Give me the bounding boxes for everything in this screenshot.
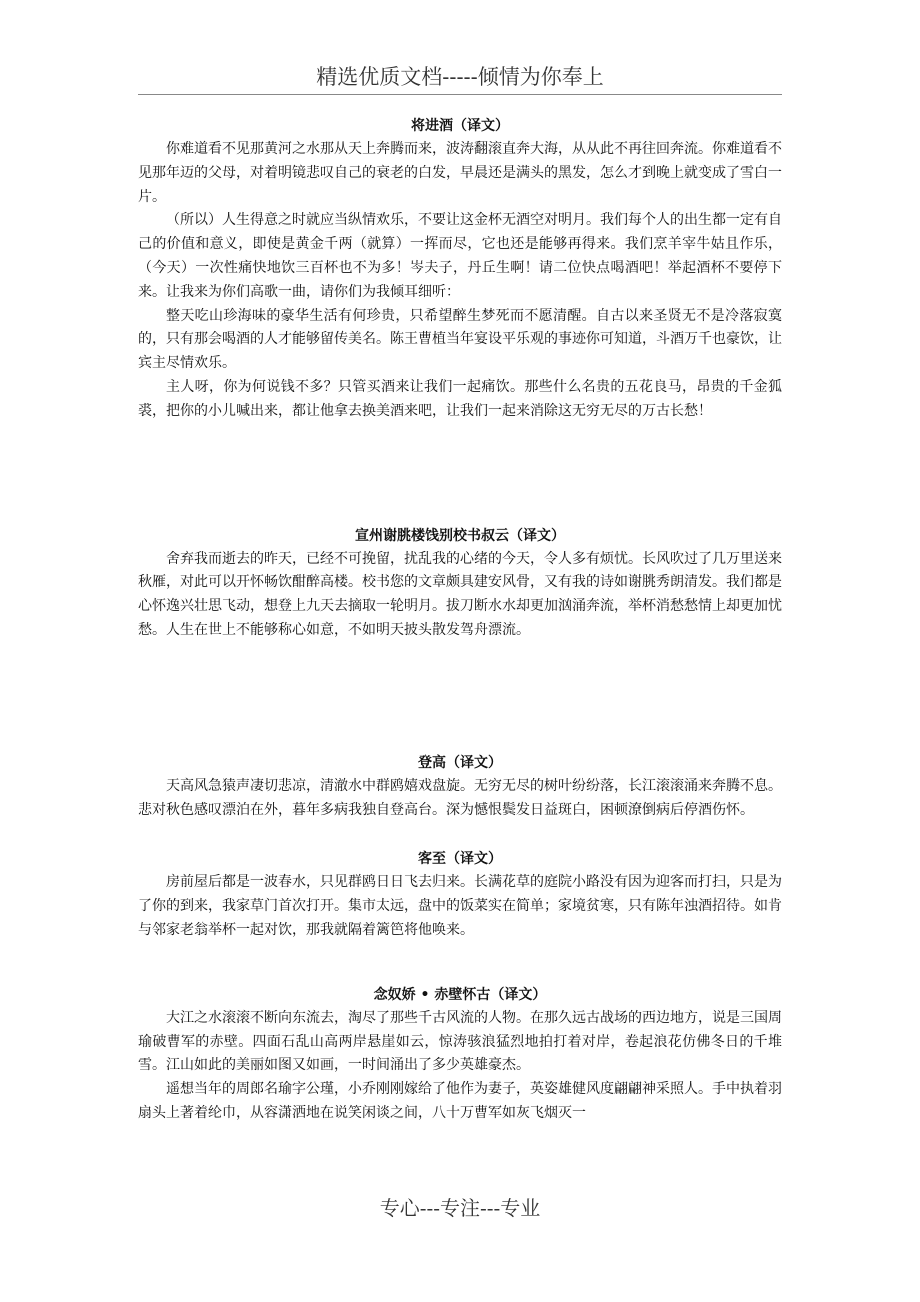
paragraph: 整天吃山珍海味的豪华生活有何珍贵，只希望醉生梦死而不愿清醒。自古以来圣贤无不是冷落寂寞的，只有那会喝酒的人才能够留传美名。陈王曹植当年宴设平乐观的事迹你可知道，斗酒万千也豪饮，让宾主尽情欢乐。 — [138, 307, 782, 372]
spacer — [138, 643, 782, 747]
paragraph: 主人呀，你为何说钱不多？只管买酒来让我们一起痛饮。那些什么名贵的五花良马，昂贵的千金狐裘，把你的小儿喊出来，都让他拿去换美酒来吧，让我们一起来消除这无穷无尽的万古长愁！ — [138, 378, 782, 419]
paragraph: 舍弃我而逝去的昨天，已经不可挽留，扰乱我的心绪的今天，令人多有烦忧。长风吹过了几万里送来秋雁，对此可以开怀畅饮酣醉高楼。校书您的文章颇具建安风骨，又有我的诗如谢朓秀朗清发。我们都是心怀逸兴壮思飞动，想登上九天去摘取一轮明月。拔刀断水水却更加汹涌奔流，举杯消愁愁情上却更加忧愁。人生在世上不能够称心如意，不如明天披头散发驾舟漂流。 — [138, 550, 782, 638]
page-footer: 专心---专注---专业 — [379, 1196, 541, 1220]
spacer — [138, 943, 782, 979]
spacer — [138, 822, 782, 843]
paragraph: 你难道看不见那黄河之水那从天上奔腾而来，波涛翻滚直奔大海，从从此不再往回奔流。你难道看不见那年迈的父母，对着明镜悲叹自己的衰老的白发，早晨还是满头的黑发，怎么才到晚上就变成了雪白一片。 — [138, 141, 782, 205]
section-title: 登高（译文） — [418, 754, 502, 771]
section-title: 客至（译文） — [418, 851, 502, 868]
paragraph: 大江之水滚滚不断向东流去，淘尽了那些千古风流的人物。在那久远古战场的西边地方，说是三国周瑜破曹军的赤壁。四面石乱山高两岸悬崖如云，惊涛骇浪猛烈地拍打着对岸，卷起浪花仿佛冬日的千堆雪。江山如此的美丽如图又如画，一时间涌出了多少英雄豪杰。 — [138, 1009, 782, 1074]
section-denggao — [138, 751, 782, 823]
section-kezhi — [138, 847, 782, 942]
page-header: 精选优质文档-----倾情为你奉上 — [138, 62, 782, 95]
section-xuanzhou — [138, 524, 782, 643]
paragraph: 房前屋后都是一波春水，只见群鸥日日飞去归来。长满花草的庭院小路没有因为迎客而打扫，只是为了你的到来，我家草门首次打开。集市太远，盘中的饭菜实在简单；家境贫寒，只有陈年浊酒招待。如肯与邻家老翁举杯一起对饮，那我就隔着篱笆将他唤来。 — [138, 874, 782, 938]
section-jiangjinjiu — [138, 114, 782, 424]
section-title: 宣州谢朓楼饯别校书叔云（译文） — [355, 527, 565, 544]
paragraph: 天高风急猿声凄切悲凉，清澈水中群鸥嬉戏盘旋。无穷无尽的树叶纷纷落，长江滚滚涌来奔腾不息。悲对秋色感叹漂泊在外，暮年多病我独自登高台。深为憾恨鬓发日益斑白，困顿潦倒病后停酒伤怀。 — [138, 777, 782, 818]
spacer — [138, 424, 782, 520]
section-niannujiao — [138, 983, 782, 1126]
section-title: 将进酒（译文） — [411, 118, 509, 134]
paragraph: 遥想当年的周郎名瑜字公瑾，小乔刚刚嫁给了他作为妻子，英姿雄健风度翩翩神采照人。手中执着羽扇头上著着纶巾，从容潇洒地在说笑闲谈之间，八十万曹军如灰飞烟灭一 — [138, 1081, 782, 1121]
section-title: 念奴娇 • 赤壁怀古（译文） — [373, 986, 547, 1003]
paragraph: （所以）人生得意之时就应当纵情欢乐，不要让这金杯无酒空对明月。我们每个人的出生都一定有自己的价值和意义，即使是黄金千两（就算）一挥而尽，它也还是能够再得来。我们烹羊宰牛姑且作乐，（今天）一次性痛快地饮三百杯也不为多！岑夫子，丹丘生啊！请二位快点喝酒吧！举起酒杯不要停下来。让我来为你们高歌一曲，请你们为我倾耳细听： — [138, 212, 782, 300]
document-body — [138, 110, 782, 1126]
